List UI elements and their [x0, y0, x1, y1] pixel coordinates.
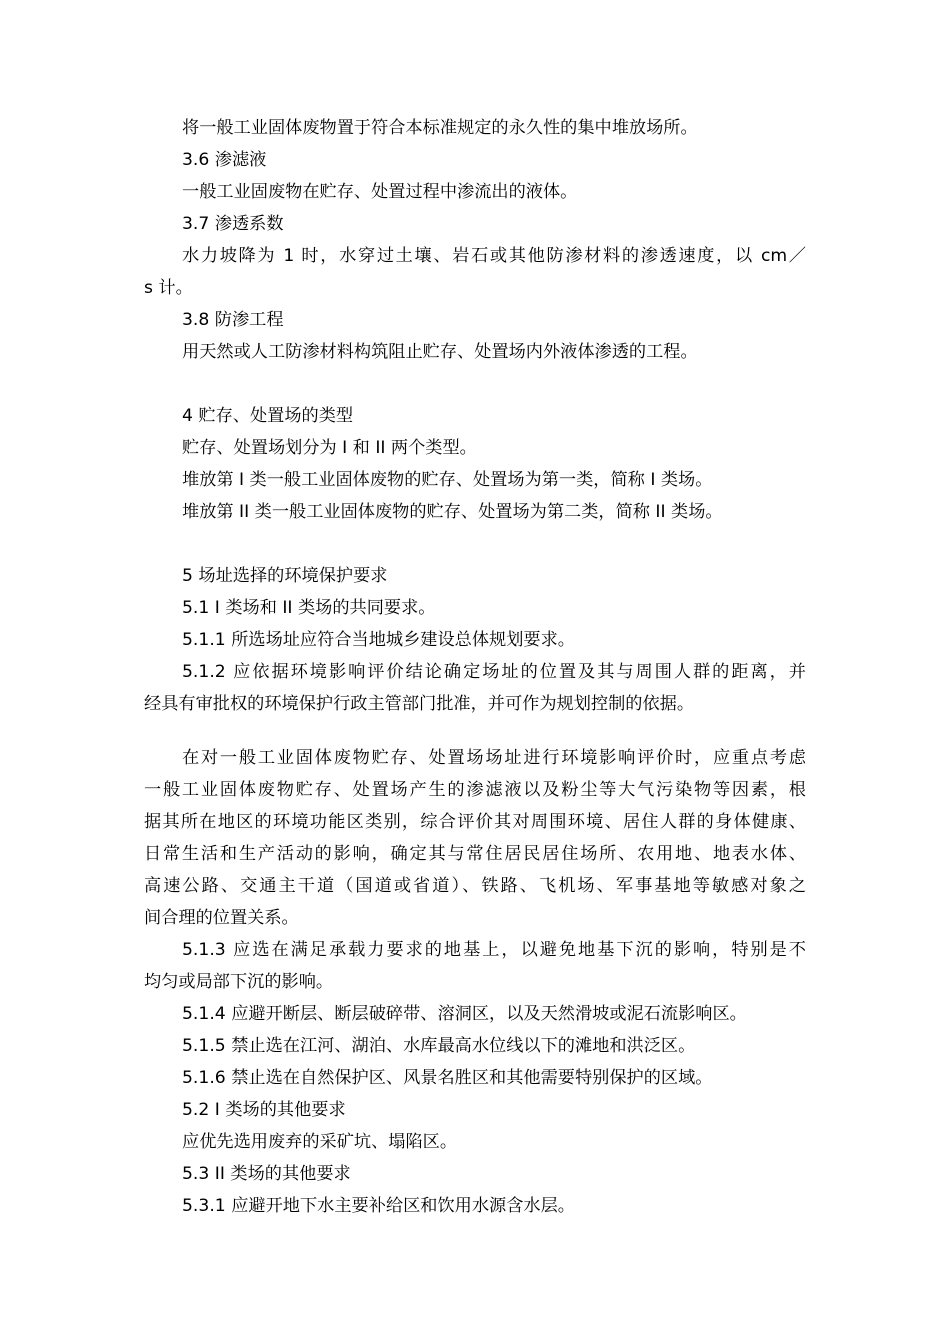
text-line: 水力坡降为 1 时，水穿过土壤、岩石或其他防渗材料的渗透速度，以 cm／ [182, 246, 806, 266]
text-line: 均匀或局部下沉的影响。 [144, 972, 334, 992]
text-line: 间合理的位置关系。 [144, 908, 299, 928]
text-line: 5.1.2 应依据环境影响评价结论确定场址的位置及其与周围人群的距离，并 [182, 662, 806, 682]
text-line: 将一般工业固体废物置于符合本标准规定的永久性的集中堆放场所。 [182, 118, 698, 138]
text-line: 日常生活和生产活动的影响，确定其与常住居民居住场所、农用地、地表水体、 [144, 844, 806, 864]
section-heading-3-6: 3.6 渗滤液 [182, 150, 267, 170]
text-line: s 计。 [144, 278, 193, 298]
text-line: 据其所在地区的环境功能区类别，综合评价其对周围环境、居住人群的身体健康、 [144, 812, 806, 832]
section-heading-5-1: 5.1 I 类场和 II 类场的共同要求。 [182, 598, 436, 618]
section-heading-5-2: 5.2 I 类场的其他要求 [182, 1100, 346, 1120]
section-heading-5: 5 场址选择的环境保护要求 [182, 566, 388, 586]
text-line: 5.1.4 应避开断层、断层破碎带、溶洞区，以及天然滑坡或泥石流影响区。 [182, 1004, 747, 1024]
text-line: 5.1.5 禁止选在江河、湖泊、水库最高水位线以下的滩地和洪泛区。 [182, 1036, 696, 1056]
text-line: 5.1.3 应选在满足承载力要求的地基上，以避免地基下沉的影响，特别是不 [182, 940, 806, 960]
text-line: 一般工业固废物在贮存、处置过程中渗流出的液体。 [182, 182, 578, 202]
text-line: 5.1.6 禁止选在自然保护区、风景名胜区和其他需要特别保护的区域。 [182, 1068, 713, 1088]
text-line: 应优先选用废弃的采矿坑、塌陷区。 [182, 1132, 458, 1152]
text-line: 堆放第 I 类一般工业固体废物的贮存、处置场为第一类，简称 I 类场。 [182, 470, 713, 490]
section-heading-3-7: 3.7 渗透系数 [182, 214, 284, 234]
text-line: 5.3.1 应避开地下水主要补给区和饮用水源含水层。 [182, 1196, 575, 1216]
text-line: 用天然或人工防渗材料构筑阻止贮存、处置场内外液体渗透的工程。 [182, 342, 698, 362]
text-line: 贮存、处置场划分为 I 和 II 两个类型。 [182, 438, 477, 458]
text-line: 一般工业固体废物贮存、处置场产生的渗滤液以及粉尘等大气污染物等因素，根 [144, 780, 806, 800]
text-line: 经具有审批权的环境保护行政主管部门批准，并可作为规划控制的依据。 [144, 694, 695, 714]
text-line: 在对一般工业固体废物贮存、处置场场址进行环境影响评价时，应重点考虑 [182, 748, 806, 768]
text-line: 高速公路、交通主干道（国道或省道）、铁路、飞机场、军事基地等敏感对象之 [144, 876, 806, 896]
section-heading-4: 4 贮存、处置场的类型 [182, 406, 354, 426]
section-heading-5-3: 5.3 II 类场的其他要求 [182, 1164, 351, 1184]
text-line: 5.1.1 所选场址应符合当地城乡建设总体规划要求。 [182, 630, 575, 650]
section-heading-3-8: 3.8 防渗工程 [182, 310, 284, 330]
text-line: 堆放第 II 类一般工业固体废物的贮存、处置场为第二类，简称 II 类场。 [182, 502, 723, 522]
